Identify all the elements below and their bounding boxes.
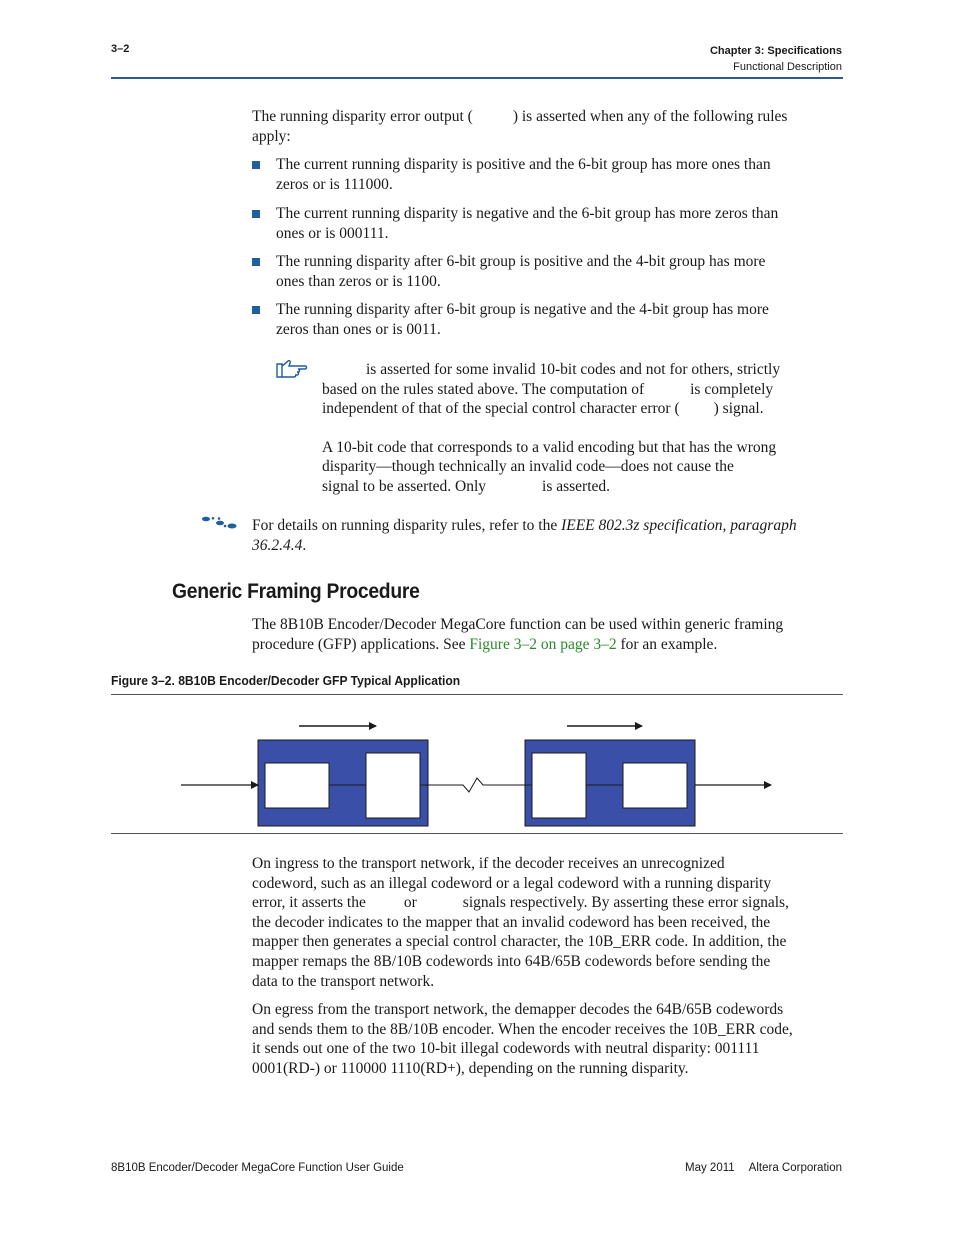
header-rule <box>111 77 843 79</box>
note-text: is asserted for some invalid 10-bit codes and not for others, strictly based on the rules stated above. The computation of is completely independent of that of the special control character error ( ) signal. A 10-bit code that corresponds to a valid encoding but that has the wrong disparity—though technically an invalid code—does not cause the signal to be asserted. Only is asserted. <box>322 361 781 495</box>
footer-company: Altera Corporation <box>748 1162 842 1174</box>
gfp-diagram <box>111 700 843 830</box>
pointing-hand-icon <box>276 360 308 378</box>
footprints-icon <box>200 516 240 530</box>
reference-text: For details on running disparity rules, refer to the IEEE 802.3z specification, paragraph 36.2.4.4. <box>252 517 797 554</box>
transport-link <box>420 778 532 792</box>
footer-right <box>685 1162 842 1174</box>
list-item: The running disparity after 6-bit group is positive and the 4-bit group has more ones than zeros or is 1100. <box>276 253 766 290</box>
encoder-box <box>623 763 687 808</box>
mapper-box <box>366 753 420 818</box>
chapter-title: Chapter 3: Specifications <box>709 45 842 57</box>
figure-caption: Figure 3–2. 8B10B Encoder/Decoder GFP Typical Application <box>111 673 461 688</box>
egress-paragraph: On egress from the transport network, the demapper decodes the 64B/65B codewords and sends them to the 8B/10B encoder. When the encoder receives the 10B_ERR code, it sends out one of the two 10-bit illegal codewords with neutral disparity: 001111 0001(RD-) or 110000 1110(RD+), depending on the running disparity. <box>252 1001 793 1077</box>
section-heading: Generic Framing Procedure <box>172 580 420 603</box>
footer-date: May 2011 <box>685 1162 735 1174</box>
intro-line-2: apply: <box>252 128 291 145</box>
bullet-square-icon <box>252 258 260 266</box>
section-title-header: Functional Description <box>733 61 842 73</box>
page-number: 3–2 <box>111 43 130 55</box>
ingress-paragraph: On ingress to the transport network, if the decoder receives an unrecognized codeword, such as an illegal codeword or a legal codeword with a running disparity error, it asserts the or signals respectively. By asserting these error signals, the decoder indicates to the mapper that an invalid codeword has been received, the mapper then generates a special control character, the 10B_ERR code. In addition, the mapper remaps the 8B/10B codewords into 64B/65B codewords before sending the data to the transport network. <box>252 855 789 990</box>
decoder-box <box>265 763 329 808</box>
figure-link[interactable]: Figure 3–2 on page 3–2 <box>469 635 617 653</box>
bullet-square-icon <box>252 306 260 314</box>
bullet-square-icon <box>252 161 260 169</box>
list-item: The current running disparity is positive and the 6-bit group has more ones than zeros or is 111000. <box>276 156 771 193</box>
list-item: The running disparity after 6-bit group is negative and the 4-bit group has more zeros than ones or is 0011. <box>276 301 769 338</box>
figure-top-rule <box>111 694 843 695</box>
demapper-box <box>532 753 586 818</box>
footer-title: 8B10B Encoder/Decoder MegaCore Function User Guide <box>111 1162 404 1174</box>
list-item: The current running disparity is negative and the 6-bit group has more zeros than ones or is 000111. <box>276 205 779 242</box>
gfp-paragraph: The 8B10B Encoder/Decoder MegaCore function can be used within generic framing procedure (GFP) applications. See Figure 3–2 on page 3–2 for an example. <box>252 616 784 653</box>
bullet-square-icon <box>252 210 260 218</box>
running-header <box>710 43 842 75</box>
intro-line-1: The running disparity error output ( ) is asserted when any of the following rules <box>252 108 788 125</box>
figure-bottom-rule <box>111 833 843 834</box>
